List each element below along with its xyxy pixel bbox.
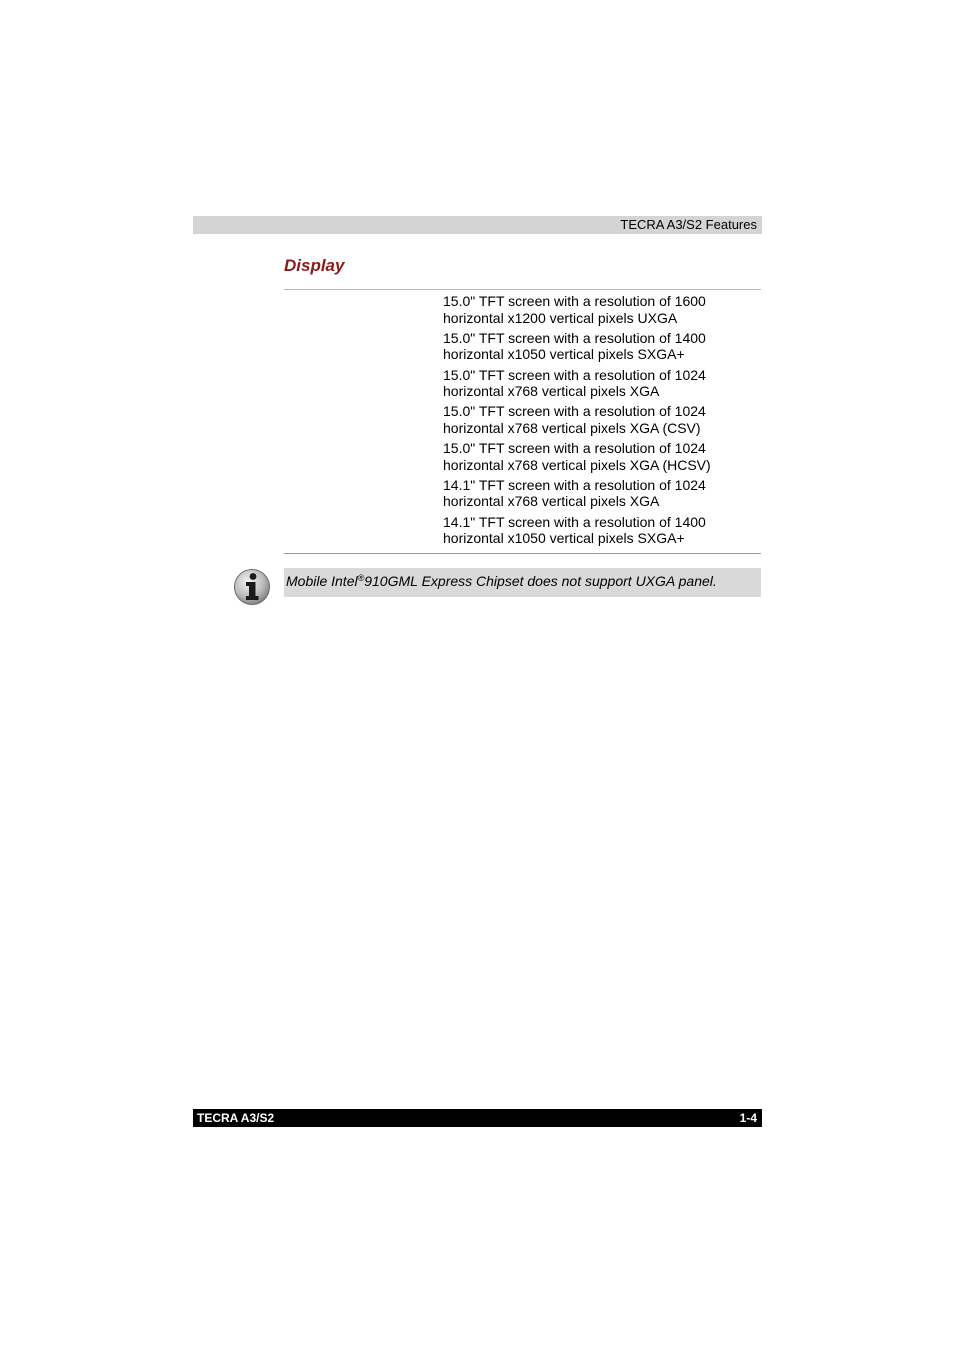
section-heading: Display (284, 256, 345, 275)
spec-item (443, 330, 743, 363)
note-box (284, 568, 761, 597)
registered-mark: ® (357, 573, 365, 583)
header-title: TECRA A3/S2 Features (620, 217, 757, 232)
spec-line: 15.0" TFT screen with a resolution of 1600 (443, 293, 706, 309)
spec-line: horizontal x1200 vertical pixels UXGA (443, 309, 678, 326)
spec-line: horizontal x1050 vertical pixels SXGA+ (443, 530, 685, 547)
spec-item (443, 403, 743, 436)
spec-item (443, 514, 743, 547)
note-text-end: 910GML Express Chipset does not support UXGA panel. (364, 573, 717, 589)
note-text-start: Mobile Intel (286, 573, 358, 589)
spec-line: 14.1" TFT screen with a resolution of 1400 (443, 513, 706, 530)
spec-line: horizontal x768 vertical pixels XGA (CSV) (443, 419, 701, 436)
spec-item (443, 367, 743, 400)
spec-line: horizontal x1050 vertical pixels SXGA+ (443, 346, 685, 363)
spec-line: horizontal x768 vertical pixels XGA (443, 383, 660, 400)
page-footer-bar (193, 1109, 762, 1127)
display-spec-list (443, 293, 743, 551)
page-number: 1-4 (739, 1111, 757, 1125)
page-header-bar (193, 216, 762, 234)
spec-line: horizontal x768 vertical pixels XGA (HCSV) (443, 456, 711, 473)
spec-line: 15.0" TFT screen with a resolution of 1400 (443, 329, 706, 346)
spec-line: 15.0" TFT screen with a resolution of 1024 (443, 403, 706, 420)
spec-line: 15.0" TFT screen with a resolution of 1024 (443, 366, 706, 383)
footer-product-name: TECRA A3/S2 (197, 1111, 275, 1125)
spec-line: horizontal x768 vertical pixels XGA (443, 493, 660, 510)
info-icon (233, 568, 271, 606)
spec-item (443, 477, 743, 510)
table-bottom-rule (284, 553, 761, 554)
spec-line: 14.1" TFT screen with a resolution of 1024 (443, 476, 706, 493)
spec-item (443, 440, 743, 473)
note-text (286, 572, 717, 590)
spec-line: 15.0" TFT screen with a resolution of 1024 (443, 440, 706, 457)
table-top-rule (284, 289, 761, 290)
spec-item (443, 293, 743, 326)
